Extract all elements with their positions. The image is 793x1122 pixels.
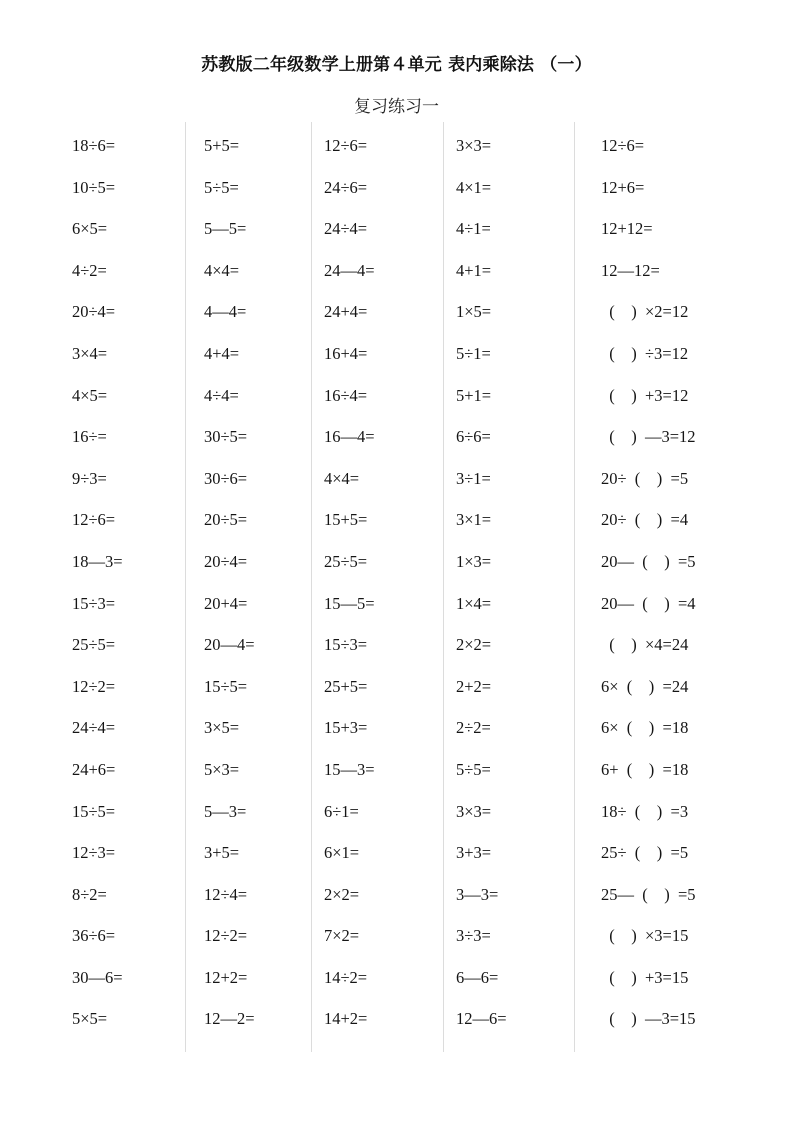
math-problem: 4÷2= [72, 260, 107, 280]
math-problem: 3+3= [456, 843, 492, 863]
math-problem: 3×4= [72, 343, 108, 363]
math-problem: 12÷6= [601, 136, 645, 155]
math-problem: 3÷1= [456, 468, 491, 488]
math-problem: 10÷5= [72, 177, 116, 197]
math-problem: 9÷3= [72, 468, 107, 488]
math-problem: 15—3= [324, 759, 375, 779]
math-problem: 3+5= [204, 843, 240, 863]
math-problem: 25÷5= [72, 635, 116, 655]
math-problem: 15÷3= [324, 635, 368, 655]
math-problem: 15÷3= [72, 593, 116, 613]
math-problem: 5×5= [72, 1009, 108, 1029]
math-problem: 4×4= [204, 260, 240, 280]
page-subtitle: 复习练习一 [354, 97, 439, 117]
math-problem: 30÷6= [204, 468, 248, 488]
math-problem: 12÷3= [72, 843, 116, 863]
math-problem: 30—6= [72, 967, 123, 987]
math-problem: 12+6= [601, 177, 645, 197]
math-problem: 12—2= [204, 1009, 255, 1029]
math-problem: 7×2= [324, 926, 360, 946]
math-problem: 20—4= [204, 635, 255, 655]
math-problem: 24÷4= [324, 219, 368, 239]
math-problem: 20÷ ( ) =5 [601, 468, 689, 488]
math-problem: 12—6= [456, 1009, 507, 1029]
math-problem: 20+4= [204, 593, 248, 613]
math-problem: 15+3= [324, 718, 368, 738]
math-problem: 16÷4= [324, 385, 368, 405]
math-problem: 20— ( ) =4 [601, 593, 696, 613]
math-problem: 25+5= [324, 676, 368, 696]
math-problem: ( ) ×4=24 [601, 635, 689, 655]
math-problem: ( ) ÷3=12 [601, 343, 689, 363]
column-divider [574, 122, 575, 1052]
problem-column-4 [456, 134, 507, 1049]
math-problem: 6+ ( ) =18 [601, 759, 689, 779]
math-problem: 5÷5= [204, 177, 239, 197]
math-problem: 2×2= [456, 635, 492, 655]
math-problem: 12÷2= [204, 926, 248, 946]
math-problem: 2÷2= [456, 718, 491, 738]
math-problem: 25— ( ) =5 [601, 884, 696, 904]
column-divider [311, 122, 312, 1052]
math-problem: 5×3= [204, 759, 240, 779]
math-problem: 3×3= [456, 801, 492, 821]
math-problem: 1×4= [456, 593, 492, 613]
math-problem: 2×2= [324, 884, 360, 904]
math-problem: ( ) ×2=12 [601, 302, 689, 322]
math-problem: 4×4= [324, 468, 360, 488]
math-problem: 15+5= [324, 510, 368, 530]
problem-column-2 [204, 134, 255, 1049]
math-problem: 4×5= [72, 385, 108, 405]
math-problem: 5—5= [204, 219, 247, 239]
math-problem: 3×5= [204, 718, 240, 738]
math-problem: 12÷2= [72, 676, 116, 696]
math-problem: 30÷5= [204, 427, 248, 447]
math-problem: 15÷5= [204, 676, 248, 696]
math-problem: 25÷ ( ) =5 [601, 843, 689, 863]
math-problem: 24—4= [324, 260, 375, 280]
problem-column-5 [601, 134, 696, 1049]
math-problem: 24+6= [72, 759, 116, 779]
math-problem: 12—12= [601, 260, 660, 280]
math-problem: ( ) +3=12 [601, 385, 689, 405]
math-problem: 3×1= [456, 510, 492, 530]
math-problem: ( ) +3=15 [601, 967, 689, 987]
math-problem: 12÷6= [72, 510, 116, 530]
math-problem: 20÷4= [72, 302, 116, 322]
math-problem: 20÷4= [204, 551, 248, 571]
math-problem: 4+1= [456, 260, 492, 280]
math-problem: 15—5= [324, 593, 375, 613]
math-problem: 15÷5= [72, 801, 116, 821]
math-problem: 12+12= [601, 219, 653, 239]
math-problem: 20÷5= [204, 510, 248, 530]
problem-column-1 [72, 134, 123, 1049]
math-problem: 12÷4= [204, 884, 248, 904]
math-problem: 12÷6= [324, 136, 368, 155]
math-problem: 6—6= [456, 967, 499, 987]
math-problem: 16—4= [324, 427, 375, 447]
math-problem: 5÷5= [456, 759, 491, 779]
math-problem: 1×3= [456, 551, 492, 571]
math-problem: 4+4= [204, 343, 240, 363]
math-problem: 3×3= [456, 136, 492, 155]
math-problem: 3—3= [456, 884, 499, 904]
math-problem: 18÷6= [72, 136, 116, 155]
math-problem: 4÷1= [456, 219, 491, 239]
math-problem: 6× ( ) =18 [601, 718, 689, 738]
math-problem: 6÷1= [324, 801, 359, 821]
math-problem: 16÷= [72, 427, 107, 447]
math-problem: 25÷5= [324, 551, 368, 571]
math-problem: 2+2= [456, 676, 492, 696]
math-problem: 20÷ ( ) =4 [601, 510, 689, 530]
math-problem: 5÷1= [456, 343, 491, 363]
column-divider [443, 122, 444, 1052]
problem-column-3 [324, 134, 375, 1049]
math-problem: 14÷2= [324, 967, 368, 987]
math-problem: 3÷3= [456, 926, 491, 946]
math-problem: 4÷4= [204, 385, 239, 405]
math-problem: 6÷6= [456, 427, 491, 447]
math-problem: 16+4= [324, 343, 368, 363]
math-problem: 20— ( ) =5 [601, 551, 696, 571]
math-problem: 8÷2= [72, 884, 107, 904]
math-problem: ( ) —3=15 [601, 1009, 696, 1029]
math-problem: 6×5= [72, 219, 108, 239]
math-problem: ( ) ×3=15 [601, 926, 689, 946]
math-problem: 24÷6= [324, 177, 368, 197]
math-problem: 5+5= [204, 136, 240, 155]
math-problem: 12+2= [204, 967, 248, 987]
math-problem: 4—4= [204, 302, 247, 322]
math-problem: 5—3= [204, 801, 247, 821]
math-problem: 24+4= [324, 302, 368, 322]
math-problem: 1×5= [456, 302, 492, 322]
column-divider [185, 122, 186, 1052]
math-problem: 18—3= [72, 551, 123, 571]
math-problem: 14+2= [324, 1009, 368, 1029]
math-problem: 4×1= [456, 177, 492, 197]
math-problem: 36÷6= [72, 926, 116, 946]
math-problem: 18÷ ( ) =3 [601, 801, 689, 821]
math-problem: 6× ( ) =24 [601, 676, 689, 696]
math-problem: ( ) —3=12 [601, 427, 696, 447]
page-title: 苏教版二年级数学上册第４单元 表内乘除法 （一） [201, 55, 592, 75]
math-problem: 6×1= [324, 843, 360, 863]
math-problem: 5+1= [456, 385, 492, 405]
math-problem: 24÷4= [72, 718, 116, 738]
